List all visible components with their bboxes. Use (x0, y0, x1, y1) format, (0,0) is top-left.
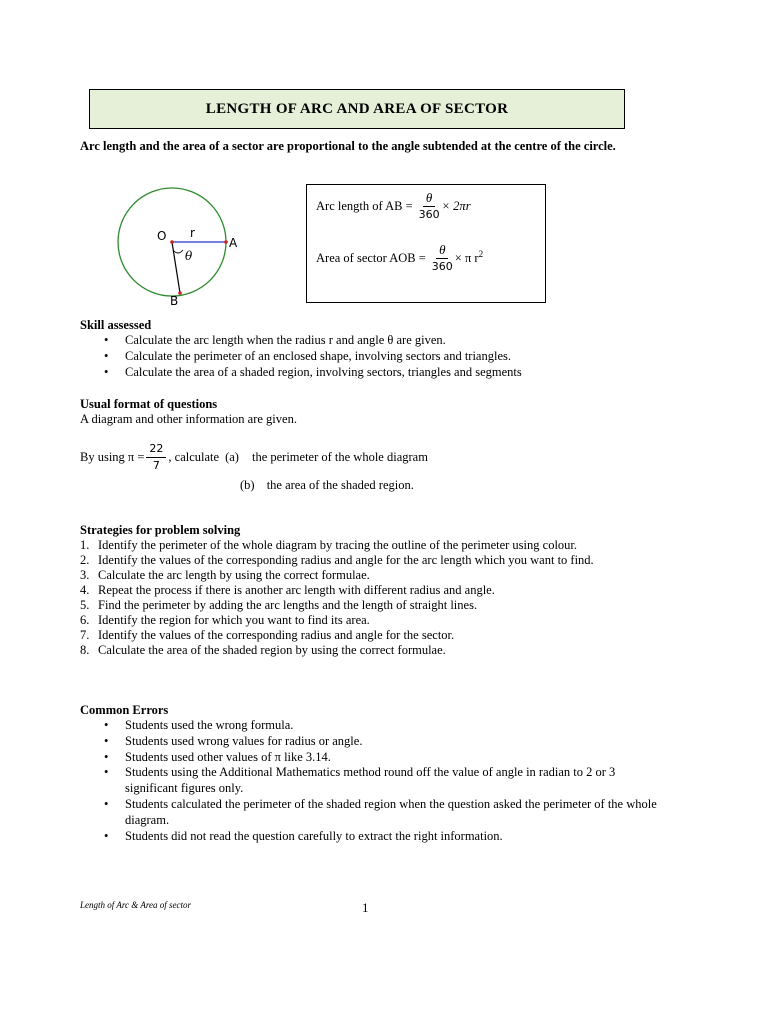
strategies-heading: Strategies for problem solving (80, 523, 241, 537)
part-b-line (240, 478, 414, 493)
arc-formula-tail: × 2πr (441, 198, 471, 213)
formula-box (306, 184, 546, 303)
area-formula-exponent: 2 (478, 249, 484, 259)
part-b-label: (b) (240, 478, 255, 492)
list-item: 3. Calculate the arc length by using the correct formulae. (80, 568, 370, 582)
skill-section (80, 318, 680, 380)
arc-fraction-den: 360 (418, 208, 440, 221)
list-item: • Calculate the arc length when the radius r and angle θ are given. (80, 333, 680, 349)
list-item: • Students used other values of π like 3.14. (80, 750, 670, 766)
pi-num: 22 (146, 441, 166, 458)
title-box (89, 89, 625, 129)
list-item: 5. Find the perimeter by adding the arc lengths and the length of straight lines. (80, 598, 478, 612)
usual-line: A diagram and other information are given. (80, 412, 297, 426)
pi-fraction (146, 441, 166, 473)
pi-den: 7 (152, 459, 160, 472)
label-b: B (170, 294, 179, 308)
area-formula-tail: × π r (454, 250, 479, 265)
calculate-text: , calculate (168, 449, 220, 464)
list-item: • Students used the wrong formula. (80, 718, 670, 734)
list-item: • Calculate the area of a shaded region, involving sectors, triangles and segments (80, 365, 680, 381)
label-r: r (190, 226, 195, 240)
list-item: • Students used wrong values for radius or angle. (80, 734, 670, 750)
list-item: 4. Repeat the process if there is another arc length with different radius and angle. (80, 583, 495, 597)
pi-instruction (80, 441, 428, 473)
strategies-list (80, 538, 610, 658)
list-item: 1. Identify the perimeter of the whole diagram by tracing the outline of the perimeter using colour. (80, 538, 578, 552)
list-item: 7. Identify the values of the corresponding radius and angle for the sector. (80, 628, 455, 642)
part-a-label: (a) (225, 449, 239, 464)
list-item: • Calculate the perimeter of an enclosed shape, involving sectors and triangles. (80, 349, 680, 365)
errors-list (80, 718, 670, 844)
angle-arc (173, 250, 183, 253)
radius-ob (172, 242, 180, 293)
point-o (170, 240, 174, 244)
sector-area-formula (316, 242, 483, 274)
list-item: • Students did not read the question carefully to extract the right information. (80, 829, 670, 845)
area-formula-label: Area of sector AOB = (316, 250, 426, 265)
label-theta: θ (185, 249, 193, 263)
intro-text: Arc length and the area of a sector are proportional to the angle subtended at the centre of the circle. (80, 139, 616, 153)
common-errors-section (80, 703, 670, 844)
area-fraction-num: θ (436, 242, 448, 259)
arc-length-formula (316, 190, 471, 222)
list-item: 8. Calculate the area of the shaded region by using the correct formulae. (80, 643, 446, 657)
errors-heading: Common Errors (80, 703, 169, 717)
usual-format-section (80, 397, 680, 427)
point-a (224, 240, 228, 244)
page-number: 1 (362, 900, 369, 915)
page-title: LENGTH OF ARC AND AREA OF SECTOR (205, 100, 509, 117)
area-fraction (432, 242, 453, 274)
point-b (178, 291, 182, 295)
arc-fraction-num: θ (423, 190, 435, 207)
arc-fraction (419, 190, 440, 222)
by-using-text: By using π = (80, 449, 145, 464)
label-o: O (157, 229, 167, 243)
part-b-text: the area of the shaded region. (266, 478, 414, 492)
list-item: 2. Identify the values of the corresponding radius and angle for the arc length which you want to find. (80, 553, 594, 567)
list-item: 6. Identify the region for which you want to find its area. (80, 613, 370, 627)
area-fraction-den: 360 (431, 260, 453, 273)
usual-heading: Usual format of questions (80, 397, 218, 411)
arc-formula-label: Arc length of AB = (316, 198, 413, 213)
list-item: • Students using the Additional Mathematics method round off the value of angle in radian to 2 or 3 significant figures only. (80, 765, 670, 797)
footer-title: Length of Arc & Area of sector (80, 900, 191, 910)
circle-diagram (110, 186, 250, 308)
list-item: • Students calculated the perimeter of the shaded region when the question asked the perimeter of the whole diagram. (80, 797, 670, 829)
skill-list (80, 333, 680, 380)
part-a-text: the perimeter of the whole diagram (251, 449, 428, 464)
strategies-section (80, 523, 610, 658)
skill-heading: Skill assessed (80, 318, 152, 332)
label-a: A (229, 236, 238, 250)
